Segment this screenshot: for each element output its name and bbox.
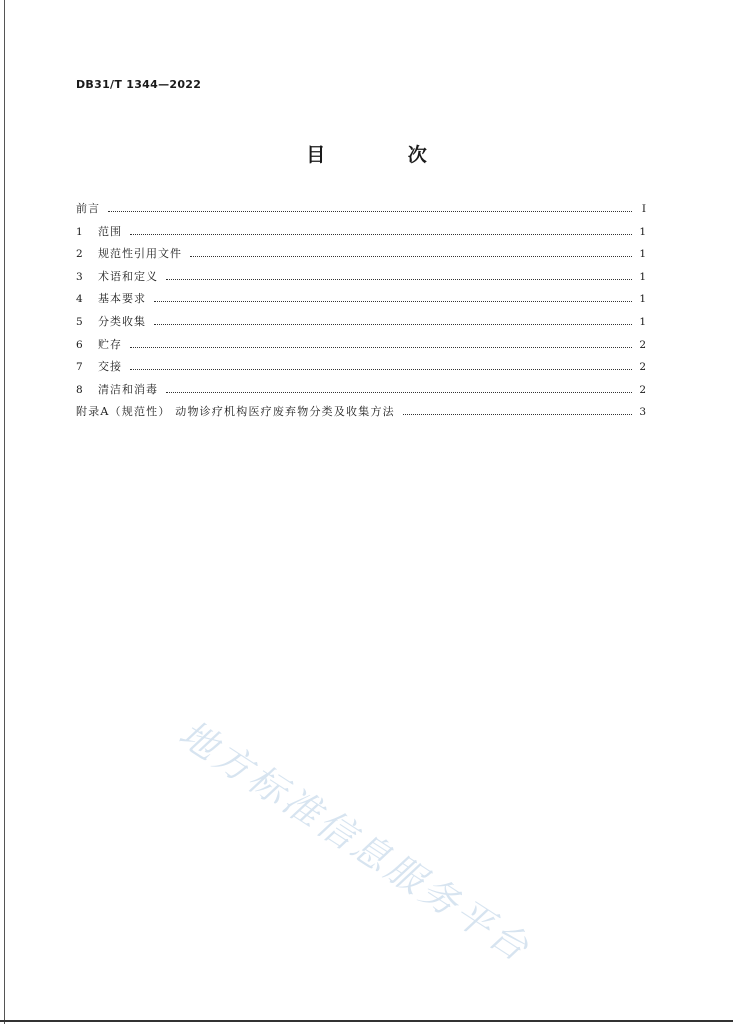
toc-leader-dots — [190, 255, 632, 257]
toc-entry-page: 2 — [639, 383, 646, 396]
toc-entry-appendix-a[interactable] — [76, 403, 646, 426]
toc-leader-dots — [154, 300, 632, 302]
toc-title: 目 次 — [306, 144, 465, 166]
toc-entry-number: 7 — [76, 361, 83, 374]
toc-entry-number: 8 — [76, 383, 83, 396]
toc-entry-page: 3 — [639, 406, 646, 419]
toc-entry-label: 分类收集 — [98, 314, 146, 328]
toc-entry-label: 交接 — [98, 360, 122, 374]
toc-entry-normative-references[interactable] — [76, 245, 646, 268]
toc-entry-page: 2 — [639, 361, 646, 374]
standard-code: DB31/T 1344—2022 — [76, 78, 202, 91]
toc-entry-page: 1 — [639, 293, 646, 306]
table-of-contents — [76, 200, 646, 426]
toc-entry-label: 基本要求 — [98, 292, 146, 306]
toc-entry-label: 规范性引用文件 — [98, 247, 182, 261]
toc-leader-dots — [403, 413, 632, 415]
toc-entry-page: 1 — [639, 315, 646, 328]
toc-entry-page: 1 — [639, 248, 646, 261]
toc-leader-dots — [166, 391, 632, 393]
watermark: 地方标准信息服务平台 — [171, 711, 539, 972]
toc-leader-dots — [166, 278, 632, 280]
toc-entry-page: 1 — [639, 270, 646, 283]
toc-entry-label: 范围 — [98, 224, 122, 238]
toc-leader-dots — [154, 323, 632, 325]
toc-leader-dots — [130, 233, 632, 235]
toc-entry-label: 前言 — [76, 202, 100, 215]
toc-entry-basic-requirements[interactable] — [76, 290, 646, 313]
toc-entry-label: 清洁和消毒 — [98, 382, 158, 396]
toc-leader-dots — [130, 368, 632, 370]
toc-entry-foreword[interactable] — [76, 200, 646, 223]
toc-leader-dots — [130, 346, 632, 348]
toc-entry-label: 术语和定义 — [98, 269, 158, 283]
toc-entry-terms-definitions[interactable] — [76, 268, 646, 291]
toc-entry-storage[interactable] — [76, 336, 646, 359]
toc-entry-label: 贮存 — [98, 337, 122, 351]
toc-entry-page: I — [641, 203, 646, 215]
page-bottom-edge — [0, 1020, 733, 1022]
toc-entry-number: 4 — [76, 293, 83, 306]
toc-entry-page: 2 — [639, 338, 646, 351]
toc-entry-label: 附录A（规范性） 动物诊疗机构医疗废弃物分类及收集方法 — [76, 405, 395, 419]
toc-entry-cleaning-disinfection[interactable] — [76, 381, 646, 404]
toc-leader-dots — [108, 210, 632, 212]
toc-entry-number: 3 — [76, 270, 83, 283]
toc-entry-classified-collection[interactable] — [76, 313, 646, 336]
toc-entry-scope[interactable] — [76, 223, 646, 246]
toc-entry-page: 1 — [639, 225, 646, 238]
toc-entry-number: 2 — [76, 248, 83, 261]
toc-entry-number: 1 — [76, 225, 83, 238]
toc-entry-number: 6 — [76, 338, 83, 351]
toc-entry-number: 5 — [76, 315, 83, 328]
toc-entry-handover[interactable] — [76, 358, 646, 381]
